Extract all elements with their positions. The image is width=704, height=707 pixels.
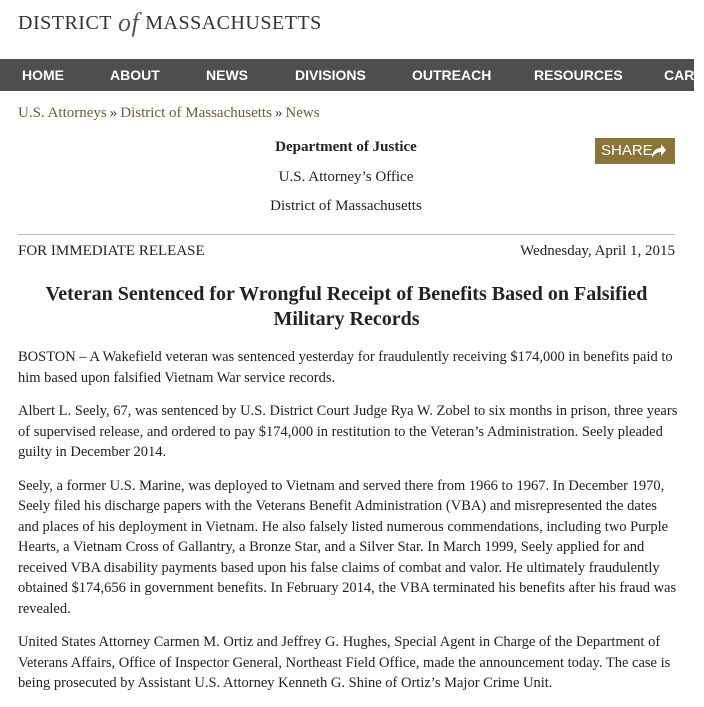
- main-nav: [0, 59, 704, 91]
- breadcrumb: [18, 105, 320, 122]
- site-header: [0, 0, 694, 58]
- article-body: [18, 347, 678, 707]
- nav-item-outreach[interactable]: OUTREACH: [412, 67, 492, 83]
- share-arrow-icon: [649, 142, 667, 160]
- release-divider: [18, 234, 675, 235]
- release-date: Wednesday, April 1, 2015: [520, 243, 675, 259]
- article-paragraph: Seely, a former U.S. Marine, was deployed to Vietnam and served there from 1966 to 1967. In December 1970, Seely filed his discharge papers with the Veterans Benefit Administration (VBA) and misrepresented the dates and places of his deployment in Vietnam. He also falsely listed numerous commendations, including two Purple Hearts, a Vietnam Cross of Gallantry, a Bronze Star, and a Silver Star. In March 1999, Seely applied for and received VBA disability payments based upon his false claims of combat and valor. He ultimately fraudulently obtained $174,656 in government benefits. In February 2014, the VBA terminated his benefits after his fraud was revealed.: [18, 477, 677, 617]
- nav-item-news[interactable]: NEWS: [206, 67, 248, 83]
- share-label: SHARE: [601, 142, 653, 159]
- agency-office: U.S. Attorney’s Office: [278, 169, 414, 185]
- share-button[interactable]: [595, 138, 675, 164]
- nav-item-resources[interactable]: RESOURCES: [534, 67, 623, 83]
- article-paragraph: United States Attorney Carmen M. Ortiz and Jeffrey G. Hughes, Special Agent in Charge of the Department of Veterans Affairs, Office of Inspector General, Northeast Field Office, made the announcement today. The case is being prosecuted by Assistant U.S. Attorney Kenneth G. Shine of Ortiz’s Major Crime Unit.: [18, 634, 671, 691]
- logo-text-massachusetts: MASSACHUSETTS: [145, 12, 322, 34]
- breadcrumb-district[interactable]: District of Massachusetts: [120, 105, 272, 121]
- site-logo[interactable]: [18, 6, 322, 36]
- logo-text-district: DISTRICT: [18, 12, 112, 34]
- article-paragraph: Albert L. Seely, 67, was sentenced by U.S. District Court Judge Rya W. Zobel to six months in prison, three years of supervised release, and ordered to pay $174,000 in restitution to the Veteran’s Administration. Seely pleaded guilty in December 2014.: [18, 403, 678, 460]
- breadcrumb-separator: »: [109, 105, 118, 121]
- breadcrumb-us-attorneys[interactable]: U.S. Attorneys: [18, 105, 107, 121]
- article-headline: Veteran Sentenced for Wrongful Receipt of Benefits Based on Falsified Military Records: [45, 283, 648, 330]
- breadcrumb-separator: »: [274, 105, 283, 121]
- nav-item-home[interactable]: HOME: [22, 67, 64, 83]
- breadcrumb-news[interactable]: News: [285, 105, 320, 121]
- article-paragraph: BOSTON – A Wakefield veteran was sentenced yesterday for fraudulently receiving $174,000 in benefits paid to him based upon falsified Vietnam War service records.: [18, 349, 673, 386]
- nav-item-divisions[interactable]: DIVISIONS: [295, 67, 366, 83]
- logo-text-of: of: [118, 8, 140, 37]
- agency-district: District of Massachusetts: [270, 198, 422, 214]
- nav-item-about[interactable]: ABOUT: [110, 67, 160, 83]
- nav-item-care[interactable]: CARE: [664, 67, 704, 83]
- agency-department: Department of Justice: [275, 139, 417, 155]
- release-label: FOR IMMEDIATE RELEASE: [18, 243, 205, 259]
